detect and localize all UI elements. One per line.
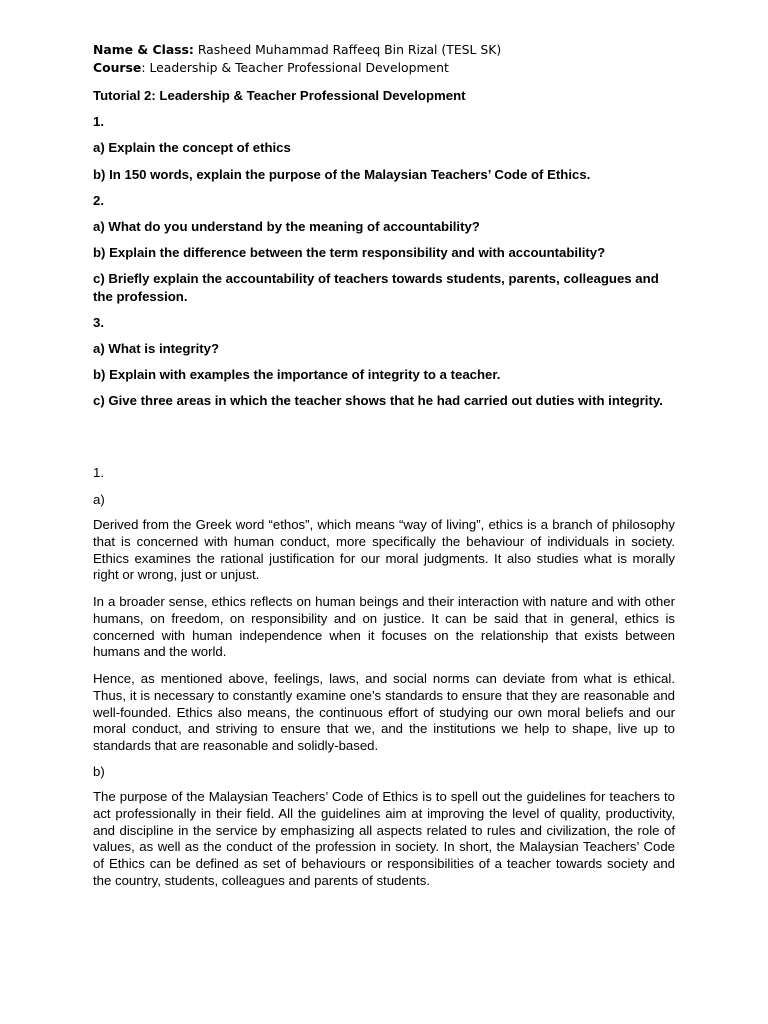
- name-class-line: [93, 41, 501, 58]
- question-part: c) Give three areas in which the teacher shows that he had carried out duties with integrity.: [93, 393, 663, 408]
- answer-paragraph: In a broader sense, ethics reflects on human beings and their interaction with nature and with other humans, on freedom, on responsibility and on justice. It can be said that in general, ethics is concerned with human independence when it focuses on the relationship that exists between humans and the world.: [93, 594, 675, 660]
- answer-paragraph: The purpose of the Malaysian Teachers’ Code of Ethics is to spell out the guidelines for teachers to act professionally in their field. All the guidelines aim at improving the level of quality, productivity, and discipline in the service by emphasizing all aspects related to rules and civilization, the role of values, as well as the conduct of the profession in society. In short, the Malaysian Teachers’ Code of Ethics can be defined as set of behaviours or responsibilities of a teacher towards society and the country, students, colleagues and parents of students.: [93, 789, 675, 888]
- question-part: b) Explain the difference between the term responsibility and with accountability?: [93, 245, 606, 260]
- question-part: a) What do you understand by the meaning of accountability?: [93, 219, 480, 234]
- course-line: [93, 59, 449, 76]
- question-number: 1.: [93, 114, 104, 129]
- question-part: c) Briefly explain the accountability of teachers towards students, parents, colleagues and the profession.: [93, 271, 659, 304]
- question-number: 3.: [93, 315, 104, 330]
- question-part: b) In 150 words, explain the purpose of the Malaysian Teachers’ Code of Ethics.: [93, 167, 591, 182]
- answer-paragraph: Derived from the Greek word “ethos”, which means “way of living”, ethics is a branch of philosophy that is concerned with human conduct, more specifically the behaviour of individuals in society. Ethics examines the rational justification for our moral judgments. It also studies what is morally right or wrong, just or unjust.: [93, 517, 675, 583]
- question-part: a) What is integrity?: [93, 341, 220, 356]
- question-number: 2.: [93, 193, 104, 208]
- name-class-label: Name & Class:: [93, 42, 194, 57]
- course-label: Course: [93, 60, 142, 75]
- name-class-value: Rasheed Muhammad Raffeeq Bin Rizal (TESL SK): [193, 42, 502, 57]
- answer-paragraph: Hence, as mentioned above, feelings, laws, and social norms can deviate from what is ethical. Thus, it is necessary to constantly examine one’s standards to ensure that they are reasonable and well-founded. Ethics also means, the continuous effort of studying our own moral beliefs and our moral conduct, and striving to ensure that we, and the institutions we help to shape, live up to standards that are reasonable and solidly-based.: [93, 671, 675, 754]
- answer-part-label: b): [93, 764, 105, 779]
- course-value: : Leadership & Teacher Professional Development: [141, 60, 449, 75]
- question-part: b) Explain with examples the importance of integrity to a teacher.: [93, 367, 501, 382]
- question-part: a) Explain the concept of ethics: [93, 140, 291, 155]
- tutorial-title: Tutorial 2: Leadership & Teacher Professional Development: [93, 88, 466, 103]
- answer-part-label: a): [93, 492, 105, 507]
- answer-number: 1.: [93, 465, 104, 480]
